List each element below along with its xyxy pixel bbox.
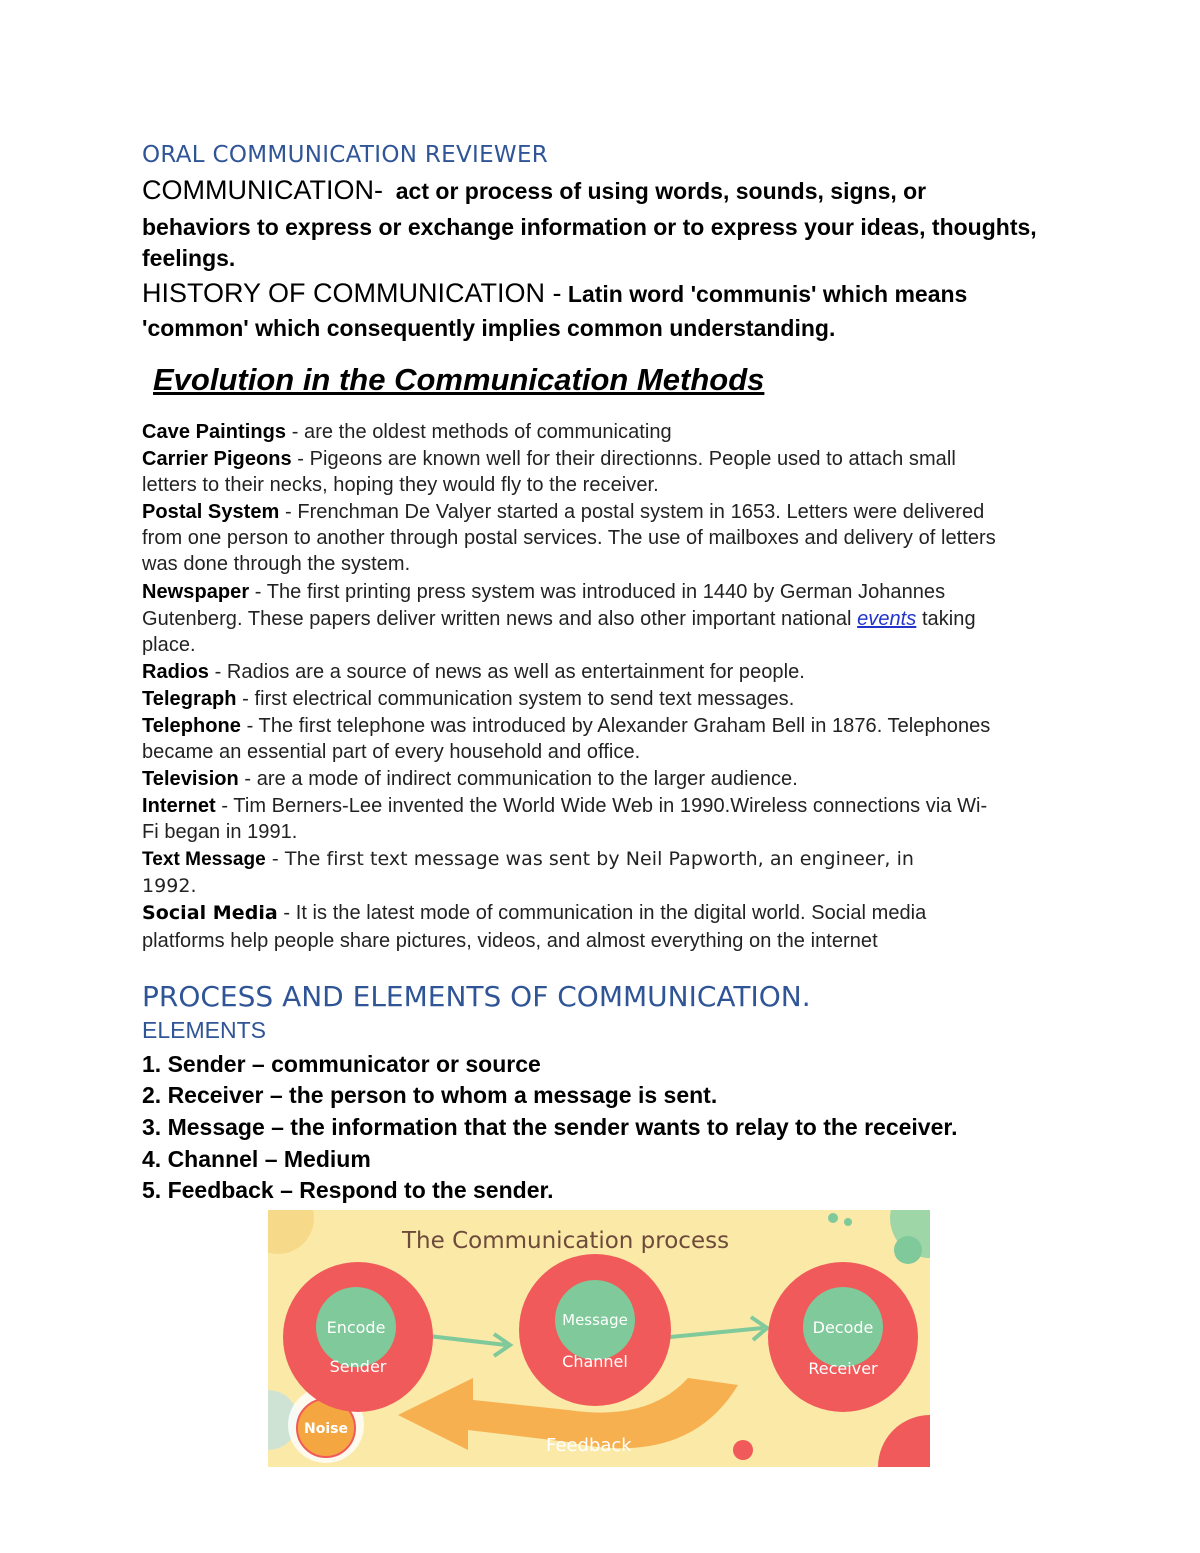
leaf-decoration bbox=[828, 1213, 838, 1223]
evolution-item-text: - Pigeons are known well for their directionns. People used to attach small bbox=[291, 448, 956, 470]
evolution-item-text-message bbox=[142, 848, 914, 871]
evolution-item-text: - Radios are a source of news as well as entertainment for people. bbox=[208, 661, 805, 683]
evolution-item-carrier-pigeons bbox=[142, 448, 956, 471]
evolution-item-text: platforms help people share pictures, videos, and almost everything on the internet bbox=[142, 930, 878, 952]
communication-definition-line2: behaviors to express or exchange information or to express your ideas, thoughts, bbox=[142, 214, 1037, 240]
leaf-decoration bbox=[844, 1218, 852, 1226]
evolution-item-text: - The first printing press system was introduced in 1440 by German Johannes bbox=[249, 581, 946, 603]
element-item: 3. Message – the information that the sender wants to relay to the receiver. bbox=[142, 1114, 958, 1140]
communication-process-diagram bbox=[268, 1210, 930, 1467]
evolution-item-internet bbox=[142, 795, 987, 818]
evolution-item-text: was done through the system. bbox=[142, 553, 411, 575]
evolution-item-television bbox=[142, 768, 798, 791]
history-term: HISTORY OF COMMUNICATION - bbox=[142, 278, 562, 308]
evolution-item-text: - The first text message was sent by Neil Papworth, an engineer, in bbox=[265, 848, 915, 870]
history-definition-line2: 'common' which consequently implies common understanding. bbox=[142, 315, 836, 341]
channel-label: Channel bbox=[562, 1352, 628, 1371]
evolution-item-social-media bbox=[142, 902, 926, 925]
evolution-item-text-part: Gutenberg. These papers deliver written news and also other important national bbox=[142, 608, 858, 630]
evolution-item-text: Fi began in 1991. bbox=[142, 821, 298, 843]
leaf-decoration bbox=[894, 1236, 922, 1264]
document-title: ORAL COMMUNICATION REVIEWER bbox=[142, 142, 549, 168]
receiver-label: Receiver bbox=[808, 1359, 878, 1378]
evolution-item-cave-paintings bbox=[142, 421, 672, 444]
evolution-item-text bbox=[142, 608, 976, 631]
decorative-dot bbox=[733, 1440, 753, 1460]
history-definition-line1: Latin word 'communis' which means bbox=[567, 281, 968, 307]
noise-label: Noise bbox=[304, 1421, 348, 1437]
evolution-item-radios bbox=[142, 661, 805, 684]
evolution-item-text: - It is the latest mode of communication in the digital world. Social media bbox=[277, 902, 927, 924]
communication-term: COMMUNICATION- bbox=[142, 175, 383, 205]
evolution-item-text: - Frenchman De Valyer started a postal system in 1653. Letters were delivered bbox=[279, 501, 985, 523]
communication-definition-line1: act or process of using words, sounds, signs, or bbox=[395, 178, 927, 204]
evolution-item-name: Internet bbox=[142, 795, 216, 817]
evolution-item-text: - are a mode of indirect communication to the larger audience. bbox=[238, 768, 798, 790]
evolution-item-text: became an essential part of every household and office. bbox=[142, 741, 641, 763]
evolution-item-name: Television bbox=[142, 768, 239, 790]
evolution-item-name: Telephone bbox=[142, 715, 241, 737]
message-label: Message bbox=[562, 1311, 628, 1329]
evolution-item-text: - first electrical communication system to send text messages. bbox=[236, 688, 795, 710]
evolution-item-name: Cave Paintings bbox=[142, 421, 287, 443]
evolution-item-text: - The first telephone was introduced by Alexander Graham Bell in 1876. Telephones bbox=[240, 715, 991, 737]
evolution-item-name: Newspaper bbox=[142, 581, 250, 603]
evolution-item-name: Carrier Pigeons bbox=[142, 448, 292, 470]
element-item: 5. Feedback – Respond to the sender. bbox=[142, 1177, 554, 1203]
elements-heading: ELEMENTS bbox=[142, 1017, 266, 1043]
feedback-label: Feedback bbox=[546, 1435, 632, 1456]
evolution-item-text-part: taking bbox=[916, 608, 976, 630]
evolution-item-text: 1992. bbox=[142, 875, 197, 897]
evolution-item-text: letters to their necks, hoping they would fly to the receiver. bbox=[142, 474, 659, 496]
evolution-heading: Evolution in the Communication Methods bbox=[153, 362, 765, 397]
encode-label: Encode bbox=[326, 1318, 386, 1337]
decode-label: Decode bbox=[812, 1318, 874, 1337]
evolution-item-name: Radios bbox=[142, 661, 209, 683]
evolution-item-name: Text Message bbox=[142, 849, 266, 870]
diagram-title: The Communication process bbox=[402, 1228, 730, 1254]
events-link[interactable]: events bbox=[857, 608, 917, 630]
evolution-item-text: from one person to another through postal services. The use of mailboxes and delivery of letters bbox=[142, 527, 996, 549]
evolution-item-postal-system bbox=[142, 501, 984, 524]
evolution-item-telephone bbox=[142, 715, 990, 738]
element-item: 2. Receiver – the person to whom a message is sent. bbox=[142, 1082, 718, 1108]
evolution-item-name: Postal System bbox=[142, 501, 280, 523]
evolution-item-text: - are the oldest methods of communicating bbox=[286, 421, 672, 443]
evolution-item-newspaper bbox=[142, 581, 945, 604]
evolution-item-text: - Tim Berners-Lee invented the World Wide Web in 1990.Wireless connections via Wi- bbox=[215, 795, 988, 817]
evolution-item-text: place. bbox=[142, 634, 196, 656]
evolution-item-telegraph bbox=[142, 688, 794, 711]
process-heading: PROCESS AND ELEMENTS OF COMMUNICATION. bbox=[142, 980, 811, 1013]
communication-definition-line3: feelings. bbox=[142, 245, 236, 271]
element-item: 1. Sender – communicator or source bbox=[142, 1051, 541, 1077]
evolution-item-name: Social Media bbox=[142, 902, 278, 924]
evolution-item-name: Telegraph bbox=[142, 688, 237, 710]
communication-definition bbox=[142, 175, 926, 206]
element-item: 4. Channel – Medium bbox=[142, 1146, 371, 1172]
sender-label: Sender bbox=[329, 1357, 387, 1376]
history-definition bbox=[142, 278, 967, 309]
